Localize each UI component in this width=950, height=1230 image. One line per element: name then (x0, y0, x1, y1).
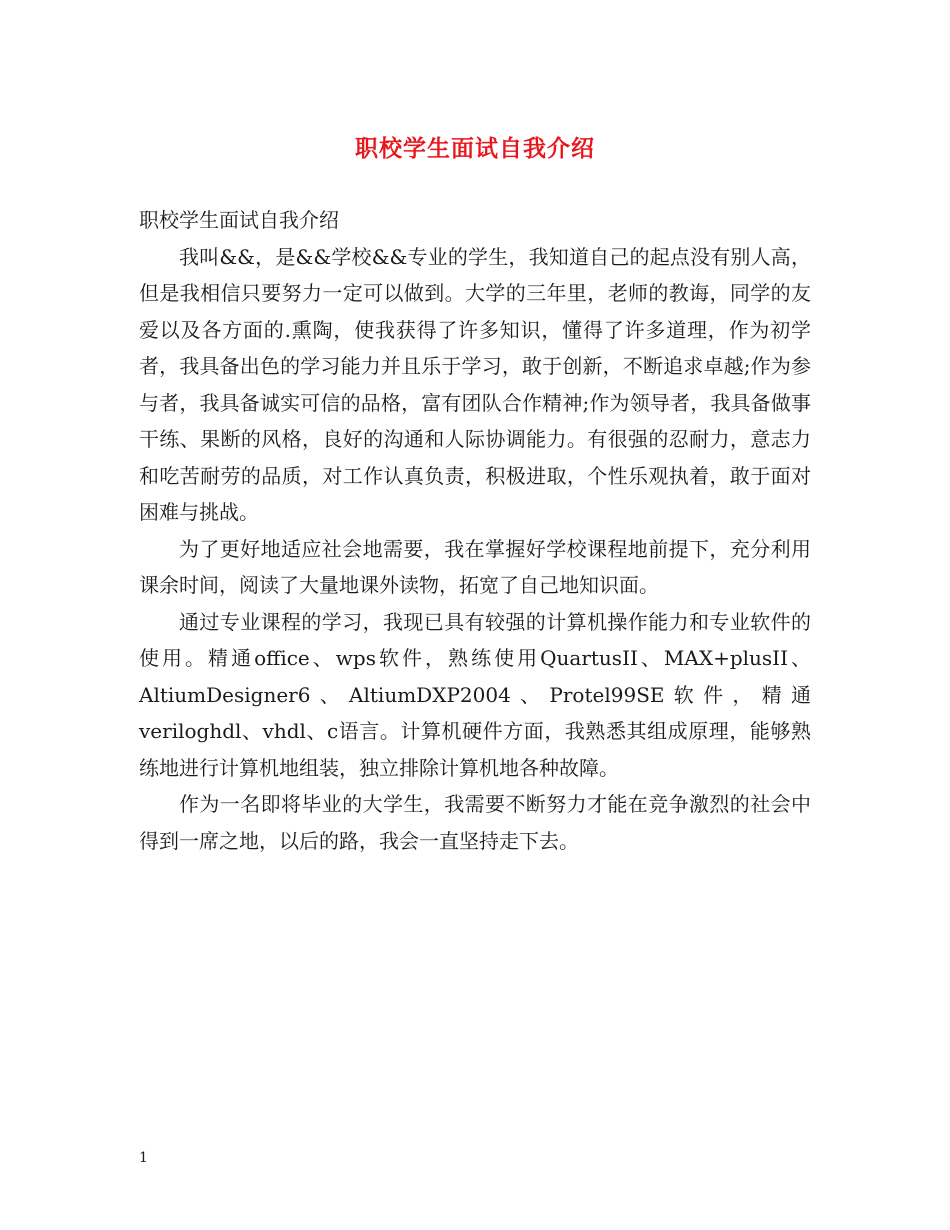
paragraph-introduction: 我叫&&，是&&学校&&专业的学生，我知道自己的起点没有别人高，但是我相信只要努力一定可以做到。大学的三年里，老师的教诲，同学的友爱以及各方面的.熏陶，使我获得了许多知识，懂得了许多道理，作为初学者，我具备出色的学习能力并且乐于学习，敢于创新，不断追求卓越;作为参与者，我具备诚实可信的品格，富有团队合作精神;作为领导者，我具备做事干练、果断的风格，良好的沟通和人际协调能力。有很强的忍耐力，意志力和吃苦耐劳的品质，对工作认真负责，积极进取，个性乐观执着，敢于面对困难与挑战。 (139, 244, 811, 524)
document-title: 职校学生面试自我介绍 (355, 135, 595, 162)
paragraph-adaptation: 为了更好地适应社会地需要，我在掌握好学校课程地前提下，充分利用课余时间，阅读了大量地课外读物，拓宽了自己地知识面。 (139, 536, 811, 597)
paragraph-skills: 通过专业课程的学习，我现已具有较强的计算机操作能力和专业软件的使用。精通office、wps软件，熟练使用QuartusII、MAX+plusII、AltiumDesigner6、AltiumDXP2004、Protel99SE软件，精通veriloghdl、vhdl、c语言。计算机硬件方面，我熟悉其组成原理，能够熟练地进行计算机地组装，独立排除计算机地各种故障。 (139, 609, 811, 780)
paragraph-conclusion: 作为一名即将毕业的大学生，我需要不断努力才能在竞争激烈的社会中得到一席之地，以后的路，我会一直坚持走下去。 (139, 792, 811, 853)
document-body (139, 202, 811, 859)
body-heading: 职校学生面试自我介绍 (139, 208, 339, 232)
page-number: 1 (139, 1150, 148, 1166)
